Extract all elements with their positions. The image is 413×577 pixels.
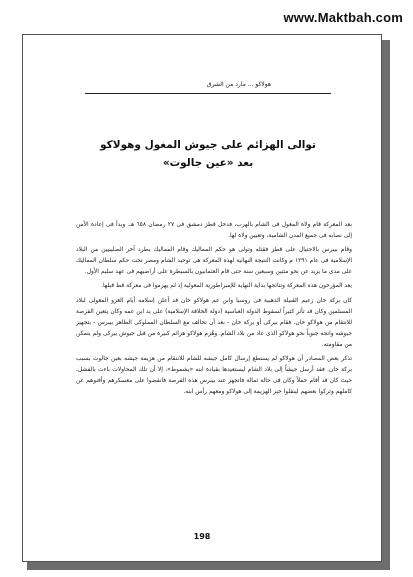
site-url: www.Maktbah.com	[283, 10, 403, 25]
paragraph: بعد المعركة قام ولاة المغول فى الشام بالهرب، فدخل قطز دمشق فى ٢٧ رمضان ٦٥٨ هـ. وبدأ فى إعادة الأمن إلى نصابه فى جميع المدن الشامية، وتعيين ولاة لها.	[76, 222, 353, 240]
chapter-title	[63, 136, 353, 172]
paragraph: وقام بيبرس بالاحتيال على قطز فقتله وتولى هو حكم المماليك وقام المماليك بطرد آخر الصليبيين من البلاد الإسلامية فى عام ١٢٩١ م وكانت النتيجة النهائية لهذه المعركة هى توحيد الشام ومصر تحت حكم سلطان المماليك على مدى ما يزيد عن نحو مئتين وسبعين سنة حتى قام العثمانيون بالسيطرة على أراضيهم فى عهد سليم الأول.	[76, 247, 352, 276]
book-page	[22, 34, 382, 562]
chapter-title-line2: بعد «عين جالوت»	[162, 157, 254, 169]
running-header: هولاكو ... مارد من الشرق	[206, 81, 271, 88]
header-rule	[85, 93, 331, 94]
chapter-title-line1: توالى الهزائم على جيوش المغول وهولاكو	[100, 139, 316, 151]
paragraph: كان بركة خان زعيم القبيلة الذهبية فى روسيا وابن عم هولاكو خان قد أعلن إسلامه أيام الغزو المغولى لبلاد المسلمين وكان قد تأثر كثيراً لسقوط الدولة العباسية (دولة الخلافة الإسلامية) على يد ابن عمه وكان يتعين الفرصة للانتقام من هولاكو خان. فقام بيركى أو بركة خان - بعد أن تحالف مع السلطان المملوكى الظاهر بيبرس - بتجهيز جيوشه واتجه جنوباً نحو هولاكو الذى عاد من بلاد الشام. وهُزم هولاكو هزائم كبيرة من قبل جيوش بيركى ولم يتمكن من مقاومته.	[76, 297, 352, 348]
paragraph: يعد المؤرخون هذه المعركة ونتائجها بداية النهاية للإمبراطورية المغولية إذ لم يهزموا فى معركة قط قبلها.	[101, 283, 352, 290]
page-number: 198	[193, 532, 211, 541]
body-text	[76, 220, 352, 401]
paragraph: تذكر بعض المصادر أن هولاكو لم يستطع إرسال كامل جيشه للشام للانتقام من هزيمة جيشه بعين جالوت بسبب بركة خان. فقد أرسل جيشاً إلى بلاد الشام ليستعيدها بقيادة ابنه «يشموط»، إلا أن تلك المحاولات باءت بالفشل. حيث كان قد أقام حملاً وكان فى حالة ثمالة فاتجهز عند بيبرس هذه الفرصة فانقضوا على معسكرهم وأفنوهم عن كاملهم وتركوا بعضهم لينقلوا خبر الهزيمة إلى هولاكو ومعهم رأس ابنه.	[76, 356, 352, 396]
